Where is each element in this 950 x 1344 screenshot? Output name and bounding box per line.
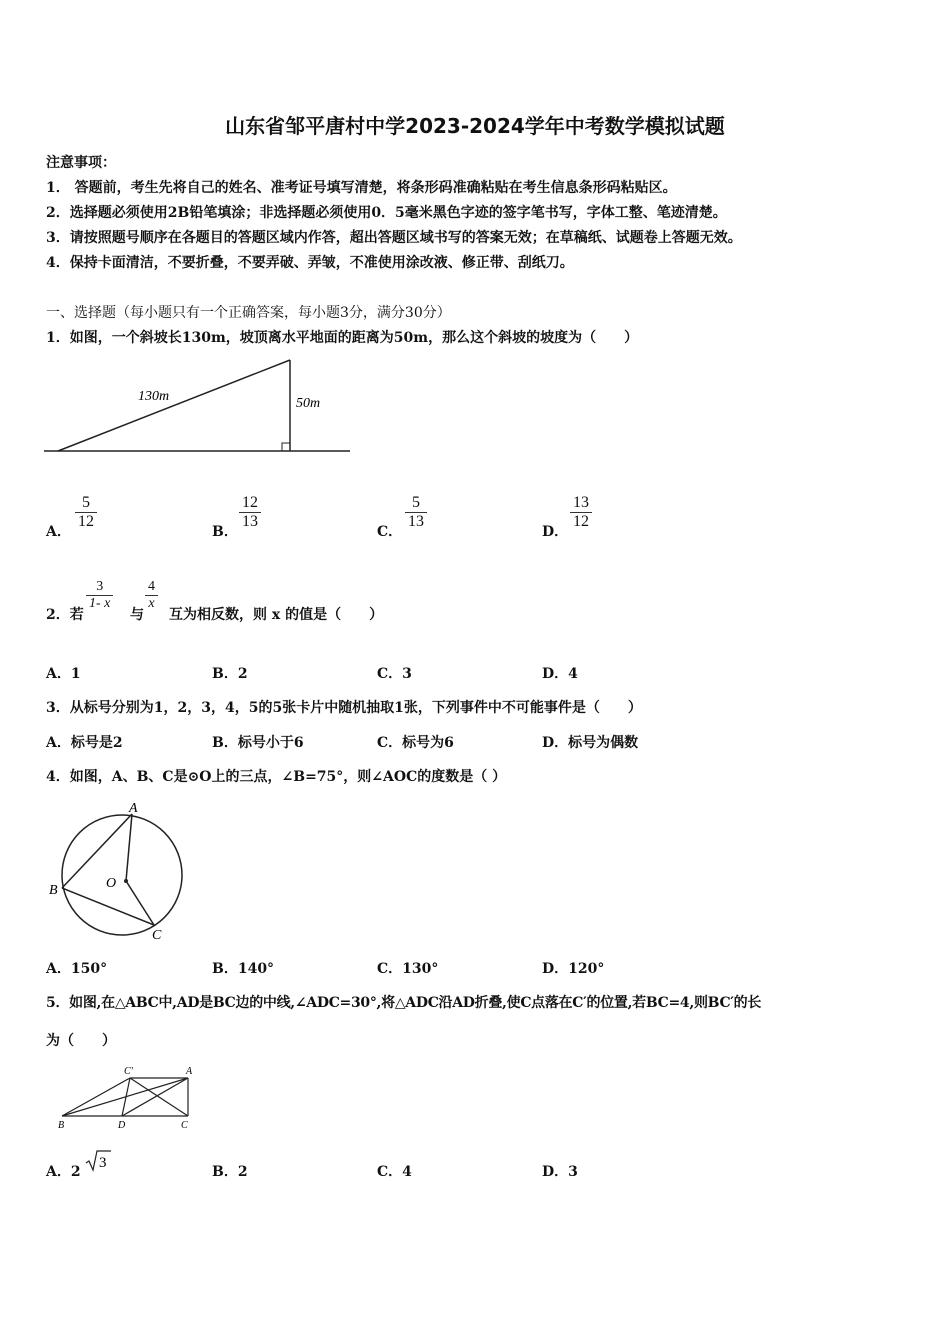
- q1-option-b-fraction: 12 13: [239, 494, 261, 531]
- slope-length-label: 130m: [138, 389, 170, 404]
- point-d-label: D: [118, 1120, 126, 1131]
- q5-option-a-label: A．2: [46, 1164, 81, 1180]
- q4-option-b: B．140°: [212, 961, 275, 977]
- section-heading: 一、选择题（每小题只有一个正确答案，每小题3分，满分30分）: [46, 305, 451, 321]
- q5-option-c: C．4: [377, 1164, 412, 1180]
- q5-option-b: B．2: [212, 1164, 248, 1180]
- q1-option-d-label: D．: [542, 524, 569, 540]
- q4-option-d: D．120°: [542, 961, 605, 977]
- q3-option-c: C．标号为6: [377, 735, 454, 751]
- point-a-label: A: [186, 1066, 193, 1077]
- question-5-stem-2: 为（ ）: [46, 1033, 116, 1049]
- q3-option-b: B．标号小于6: [212, 735, 304, 751]
- center-o-label: O: [106, 876, 117, 891]
- point-c-label: C: [152, 928, 162, 943]
- q5-option-d: D．3: [542, 1164, 578, 1180]
- q1-option-a-label: A．: [46, 524, 71, 540]
- point-a-label: A: [129, 801, 138, 816]
- notice-heading: 注意事项：: [46, 155, 116, 171]
- question-3-stem: 3．从标号分别为1，2，3，4，5的5张卡片中随机抽取1张，下列事件中不可能事件是（ ）: [46, 700, 642, 716]
- q4-option-a: A．150°: [46, 961, 108, 977]
- q2-option-a: A．1: [46, 666, 81, 682]
- question-2-prefix: 2．若: [46, 607, 84, 623]
- point-b-label: B: [58, 1120, 65, 1131]
- q2-option-b: B．2: [212, 666, 248, 682]
- q1-option-a-fraction: 5 12: [75, 494, 97, 531]
- point-c-label: C: [181, 1120, 188, 1131]
- point-c-prime-label: C': [124, 1066, 133, 1077]
- q3-option-d: D．标号为偶数: [542, 735, 639, 751]
- q2-fraction-2: 4 x: [145, 579, 158, 612]
- question-1-stem: 1．如图，一个斜坡长130m，坡顶离水平地面的距离为50m，那么这个斜坡的坡度为（ ）: [46, 330, 639, 346]
- notice-item-1: 1． 答题前，考生先将自己的姓名、准考证号填写清楚，将条形码准确粘贴在考生信息条形码粘贴区。: [46, 180, 677, 196]
- slope-height-label: 50m: [296, 396, 321, 411]
- circle-figure: [46, 798, 191, 943]
- slope-figure: [44, 356, 354, 458]
- q3-option-a: A．标号是2: [46, 735, 123, 751]
- notice-item-2: 2．选择题必须使用2B铅笔填涂；非选择题必须使用0．5毫米黑色字迹的签字笔书写，字体工整、笔迹清楚。: [46, 205, 727, 221]
- question-5-stem: 5．如图,在△ABC中,AD是BC边的中线,∠ADC=30°,将△ADC沿AD折叠,使C点落在C′的位置,若BC=4,则BC′的长: [46, 995, 762, 1011]
- q1-option-b-label: B．: [212, 524, 238, 540]
- page-title: 山东省邹平唐村中学2023-2024学年中考数学模拟试题: [225, 114, 725, 138]
- q2-option-d: D．4: [542, 666, 578, 682]
- sqrt-symbol: [84, 1149, 112, 1173]
- question-4-stem: 4．如图，A、B、C是⊙O上的三点，∠B=75°，则∠AOC的度数是（ ）: [46, 769, 507, 785]
- q1-option-c-label: C．: [377, 524, 403, 540]
- q2-fraction-1: 3 1- x: [86, 579, 113, 612]
- q4-option-c: C．130°: [377, 961, 439, 977]
- fold-figure: [56, 1062, 201, 1134]
- q1-option-c-fraction: 5 13: [405, 494, 427, 531]
- q2-option-c: C．3: [377, 666, 412, 682]
- q1-option-d-fraction: 13 12: [570, 494, 592, 531]
- notice-item-3: 3．请按照题号顺序在各题目的答题区域内作答，超出答题区域书写的答案无效；在草稿纸、试题卷上答题无效。: [46, 230, 742, 246]
- point-b-label: B: [49, 883, 58, 898]
- question-2-suffix: 互为相反数，则 x 的值是（ ）: [169, 607, 384, 623]
- sqrt-radicand: 3: [99, 1155, 107, 1171]
- question-2-mid: 与: [130, 607, 144, 623]
- notice-item-4: 4．保持卡面清洁，不要折叠，不要弄破、弄皱，不准使用涂改液、修正带、刮纸刀。: [46, 255, 574, 271]
